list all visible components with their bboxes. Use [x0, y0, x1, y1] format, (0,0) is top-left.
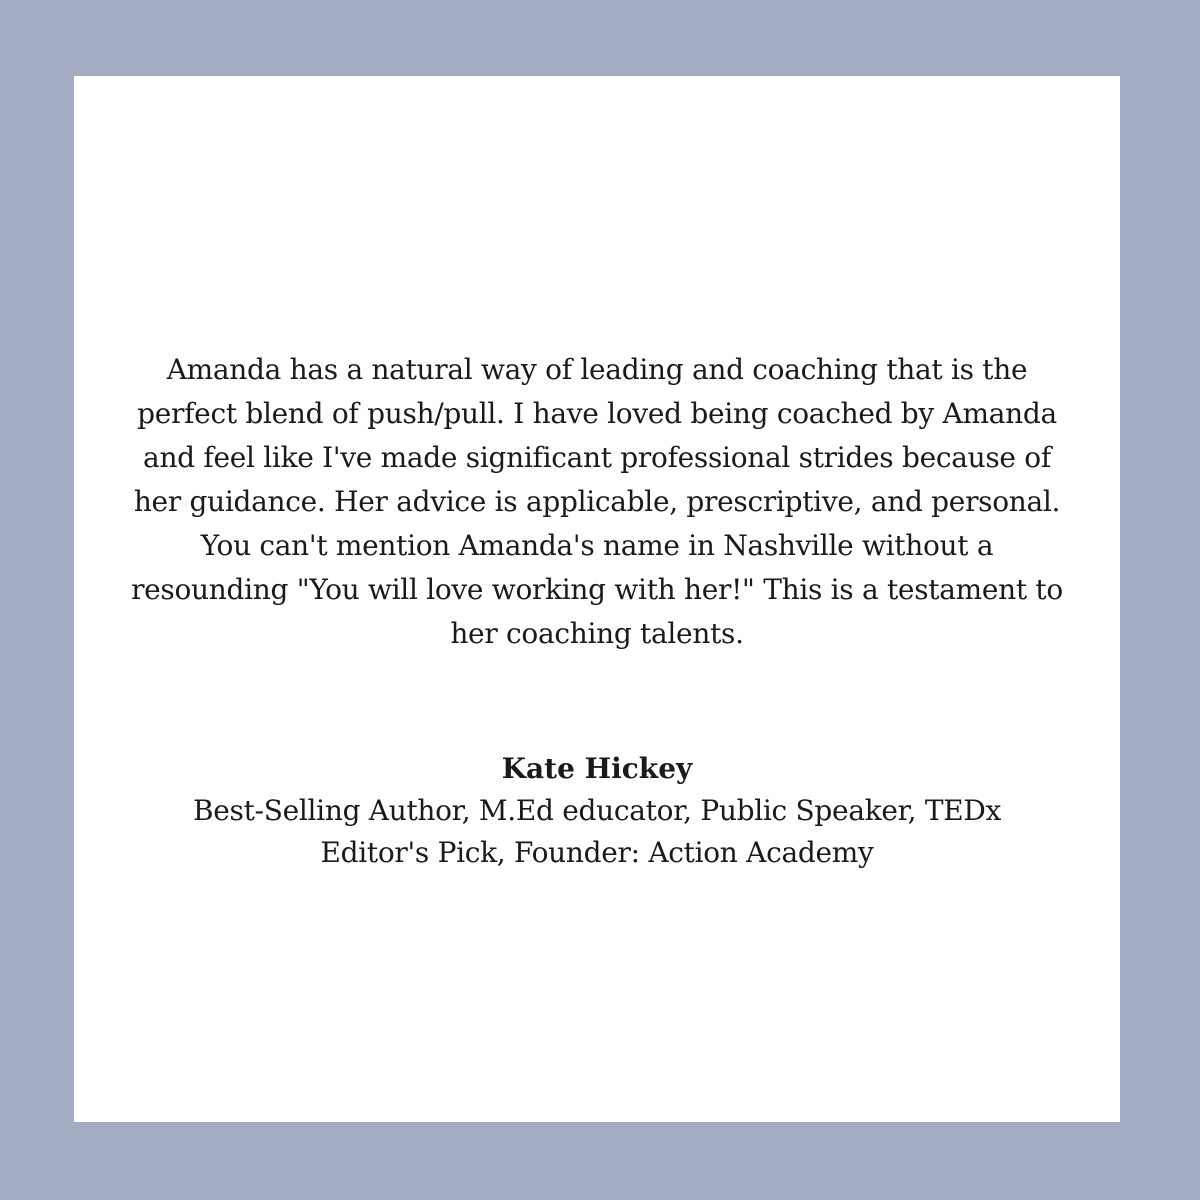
testimonial-attribution: [124, 748, 1070, 874]
testimonial-card: [74, 76, 1120, 1122]
testimonial-quote: Amanda has a natural way of leading and coaching that is the perfect blend of push/pull. I have loved being coached by Amanda and feel like I've made significant professional strides because of her guidance. Her advice is applicable, prescriptive, and personal. You can't mention Amanda's name in Nashville without a resounding "You will love working with her!" This is a testament to her coaching talents.: [131, 353, 1063, 650]
author-name: Kate Hickey: [501, 752, 693, 785]
author-title: Best-Selling Author, M.Ed educator, Public Speaker, TEDx Editor's Pick, Founder: Action Academy: [192, 794, 1002, 869]
